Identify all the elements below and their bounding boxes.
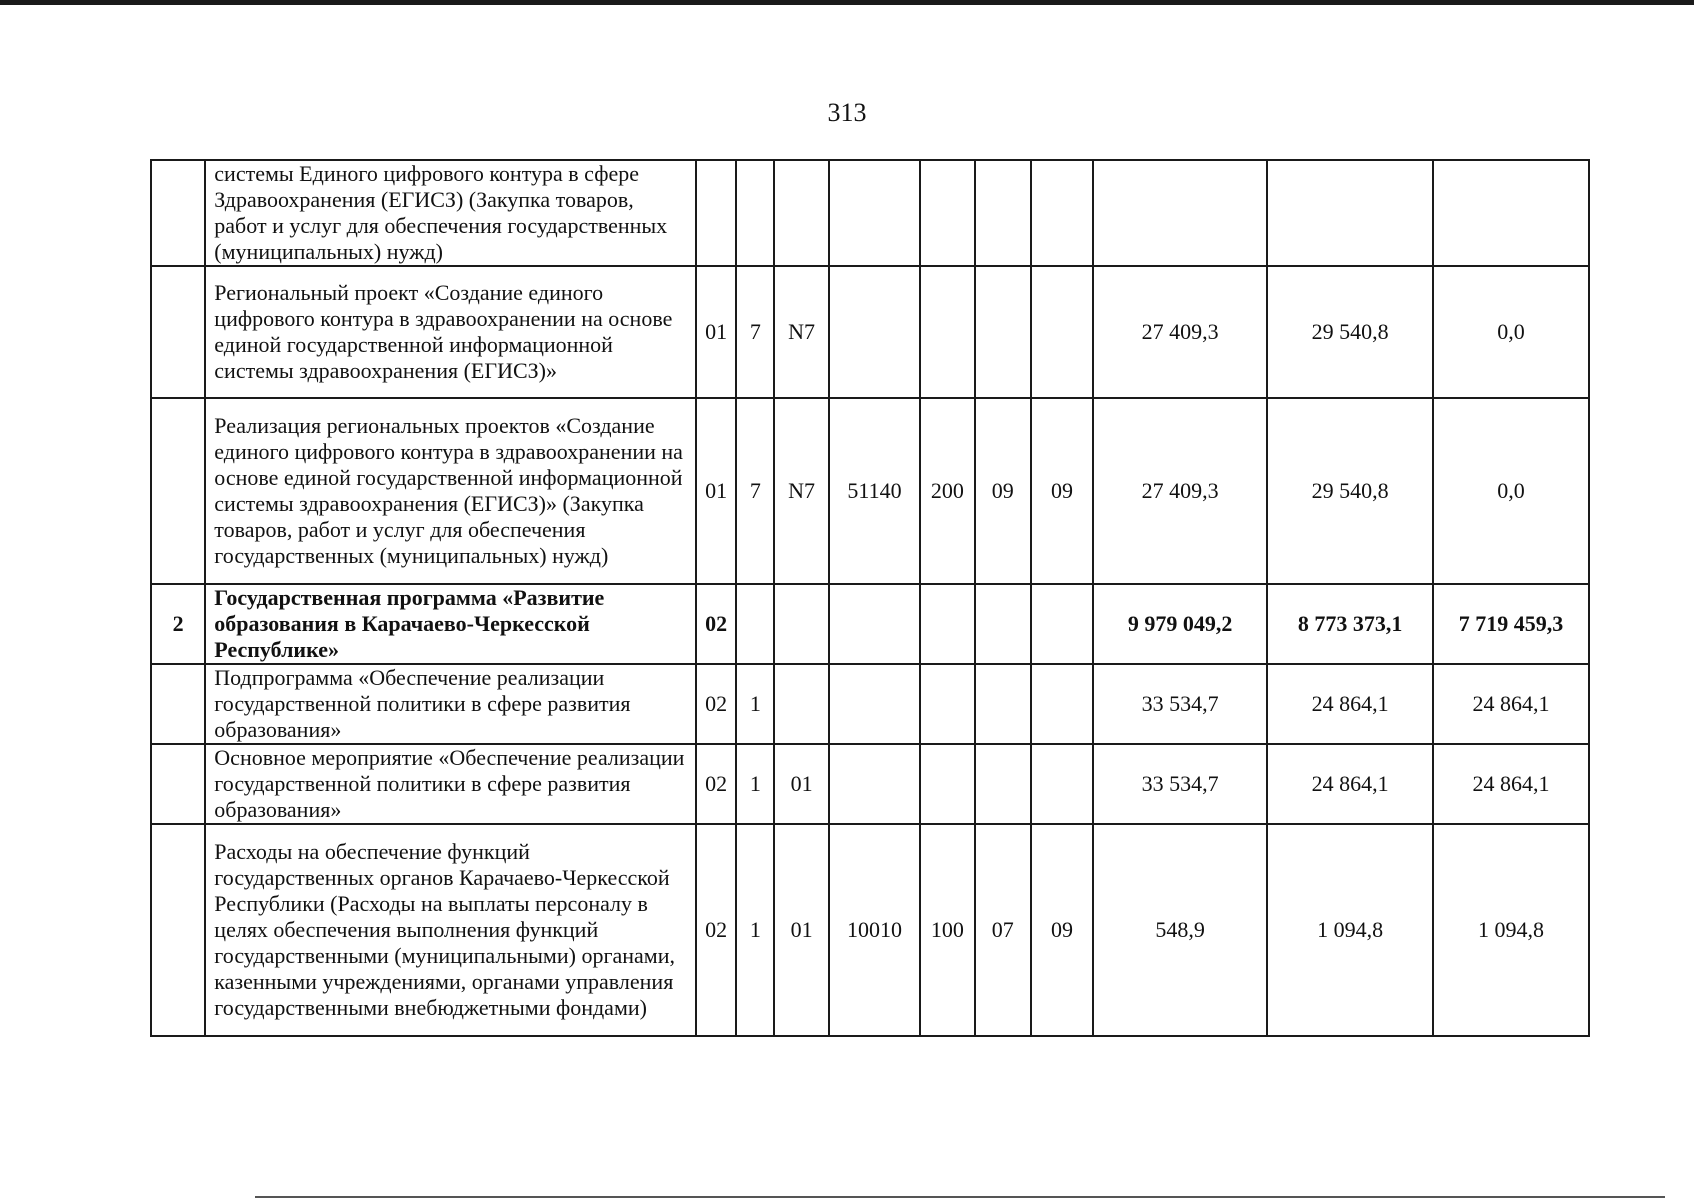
table-row bbox=[151, 266, 1589, 398]
code-section: 07 bbox=[975, 824, 1031, 1036]
code-measure: 01 bbox=[774, 824, 828, 1036]
code-expense-type: 100 bbox=[920, 824, 974, 1036]
code-direction bbox=[829, 584, 921, 664]
code-subprogram: 7 bbox=[736, 398, 774, 584]
code-measure bbox=[774, 664, 828, 744]
bottom-rule bbox=[255, 1196, 1665, 1198]
code-subsection bbox=[1031, 160, 1093, 266]
code-section: 09 bbox=[975, 398, 1031, 584]
amount-year-3: 1 094,8 bbox=[1433, 824, 1589, 1036]
amount-year-1: 33 534,7 bbox=[1093, 744, 1267, 824]
amount-year-1: 33 534,7 bbox=[1093, 664, 1267, 744]
code-subsection: 09 bbox=[1031, 398, 1093, 584]
amount-year-2: 29 540,8 bbox=[1267, 398, 1433, 584]
code-program: 01 bbox=[696, 398, 736, 584]
amount-year-2 bbox=[1267, 160, 1433, 266]
code-subprogram bbox=[736, 584, 774, 664]
row-number bbox=[151, 398, 205, 584]
code-expense-type bbox=[920, 160, 974, 266]
code-direction: 51140 bbox=[829, 398, 921, 584]
code-section bbox=[975, 160, 1031, 266]
code-direction bbox=[829, 266, 921, 398]
budget-table bbox=[150, 159, 1590, 1037]
code-subsection bbox=[1031, 266, 1093, 398]
code-direction: 10010 bbox=[829, 824, 921, 1036]
code-subprogram bbox=[736, 160, 774, 266]
amount-year-1: 9 979 049,2 bbox=[1093, 584, 1267, 664]
code-program: 02 bbox=[696, 824, 736, 1036]
row-number bbox=[151, 824, 205, 1036]
code-program: 02 bbox=[696, 744, 736, 824]
code-subsection bbox=[1031, 744, 1093, 824]
amount-year-3: 7 719 459,3 bbox=[1433, 584, 1589, 664]
row-number bbox=[151, 664, 205, 744]
code-program bbox=[696, 160, 736, 266]
amount-year-3: 0,0 bbox=[1433, 398, 1589, 584]
amount-year-3: 24 864,1 bbox=[1433, 744, 1589, 824]
row-name: системы Единого цифрового контура в сфере Здравоохранения (ЕГИСЗ) (Закупка товаров, работ и услуг для обеспечения государственных (муниципальных) нужд) bbox=[205, 160, 696, 266]
amount-year-2: 29 540,8 bbox=[1267, 266, 1433, 398]
code-subprogram: 1 bbox=[736, 824, 774, 1036]
code-section bbox=[975, 584, 1031, 664]
code-section bbox=[975, 266, 1031, 398]
table-row bbox=[151, 160, 1589, 266]
row-name: Основное мероприятие «Обеспечение реализации государственной политики в сфере развития образования» bbox=[205, 744, 696, 824]
code-program: 01 bbox=[696, 266, 736, 398]
amount-year-2: 1 094,8 bbox=[1267, 824, 1433, 1036]
amount-year-3: 24 864,1 bbox=[1433, 664, 1589, 744]
code-expense-type bbox=[920, 664, 974, 744]
code-section bbox=[975, 664, 1031, 744]
code-expense-type bbox=[920, 584, 974, 664]
code-direction bbox=[829, 160, 921, 266]
code-subsection bbox=[1031, 584, 1093, 664]
amount-year-1 bbox=[1093, 160, 1267, 266]
code-program: 02 bbox=[696, 584, 736, 664]
code-measure: N7 bbox=[774, 398, 828, 584]
code-direction bbox=[829, 744, 921, 824]
row-name: Государственная программа «Развитие образования в Карачаево-Черкесской Республике» bbox=[205, 584, 696, 664]
table-row bbox=[151, 744, 1589, 824]
amount-year-2: 24 864,1 bbox=[1267, 664, 1433, 744]
code-measure: N7 bbox=[774, 266, 828, 398]
amount-year-2: 24 864,1 bbox=[1267, 744, 1433, 824]
code-expense-type: 200 bbox=[920, 398, 974, 584]
amount-year-1: 548,9 bbox=[1093, 824, 1267, 1036]
code-section bbox=[975, 744, 1031, 824]
row-number bbox=[151, 160, 205, 266]
top-rule bbox=[0, 0, 1694, 5]
row-name: Расходы на обеспечение функций государственных органов Карачаево-Черкесской Республики (Расходы на выплаты персоналу в целях обеспечения выполнения функций государственными (муниципальными) органами, казенными учреждениями, органами управления государственными внебюджетными фондами) bbox=[205, 824, 696, 1036]
code-subsection: 09 bbox=[1031, 824, 1093, 1036]
row-number bbox=[151, 744, 205, 824]
amount-year-1: 27 409,3 bbox=[1093, 398, 1267, 584]
row-number bbox=[151, 266, 205, 398]
row-name: Реализация региональных проектов «Создание единого цифрового контура в здравоохранении на основе единой государственной информационной системы здравоохранения (ЕГИСЗ)» (Закупка товаров, работ и услуг для обеспечения государственных (муниципальных) нужд) bbox=[205, 398, 696, 584]
amount-year-3: 0,0 bbox=[1433, 266, 1589, 398]
table-row bbox=[151, 664, 1589, 744]
table-row bbox=[151, 584, 1589, 664]
row-name: Подпрограмма «Обеспечение реализации государственной политики в сфере развития образования» bbox=[205, 664, 696, 744]
table-row bbox=[151, 398, 1589, 584]
table-row bbox=[151, 824, 1589, 1036]
code-direction bbox=[829, 664, 921, 744]
code-subprogram: 7 bbox=[736, 266, 774, 398]
code-expense-type bbox=[920, 266, 974, 398]
page-number: 313 bbox=[827, 98, 867, 127]
code-expense-type bbox=[920, 744, 974, 824]
row-number: 2 bbox=[151, 584, 205, 664]
code-measure bbox=[774, 160, 828, 266]
code-subprogram: 1 bbox=[736, 664, 774, 744]
code-program: 02 bbox=[696, 664, 736, 744]
code-subsection bbox=[1031, 664, 1093, 744]
code-measure: 01 bbox=[774, 744, 828, 824]
amount-year-3 bbox=[1433, 160, 1589, 266]
amount-year-2: 8 773 373,1 bbox=[1267, 584, 1433, 664]
amount-year-1: 27 409,3 bbox=[1093, 266, 1267, 398]
row-name: Региональный проект «Создание единого цифрового контура в здравоохранении на основе единой государственной информационной системы здравоохранения (ЕГИСЗ)» bbox=[205, 266, 696, 398]
code-measure bbox=[774, 584, 828, 664]
code-subprogram: 1 bbox=[736, 744, 774, 824]
